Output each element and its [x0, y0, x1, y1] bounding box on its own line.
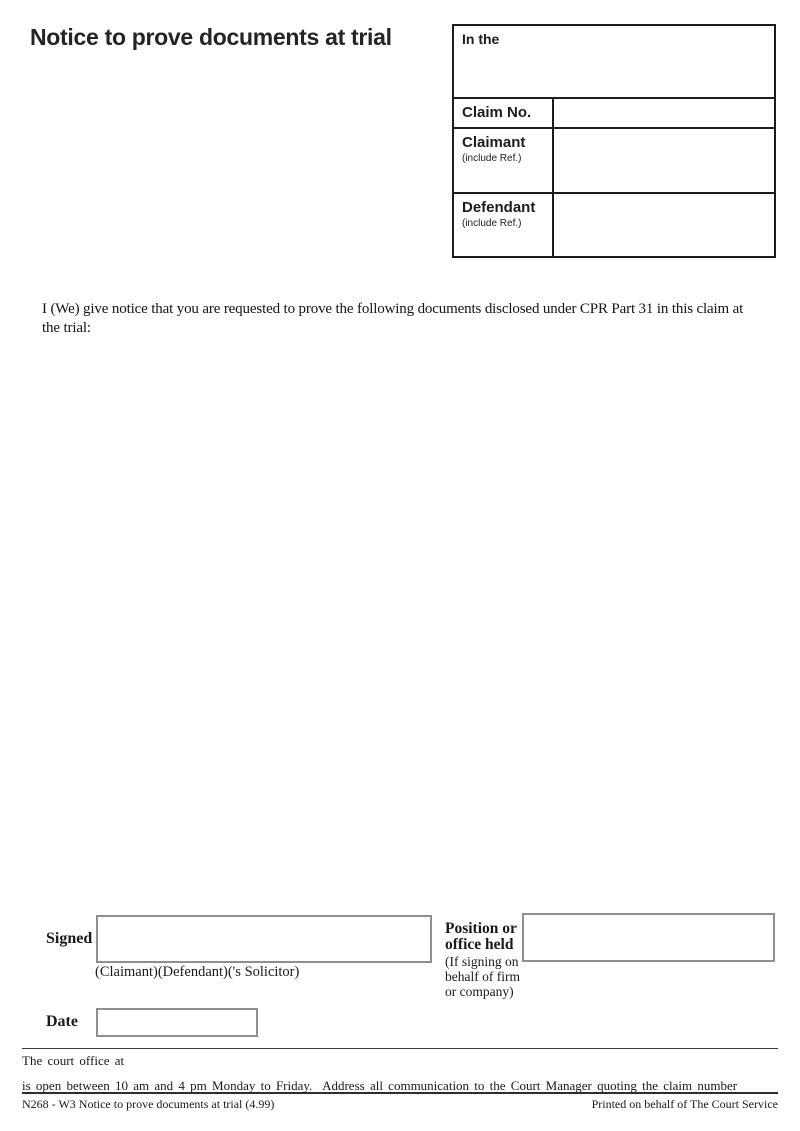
defendant-include-ref-label: (include Ref.)	[462, 217, 522, 229]
claimant-label-cell	[454, 129, 554, 194]
claimant-label: Claimant	[462, 134, 526, 151]
signed-label: Signed	[46, 930, 93, 947]
position-label-line1: Position or	[445, 920, 517, 937]
case-details-table	[452, 24, 776, 258]
court-hours-text: is open between 10 am and 4 pm Monday to Friday. Address all communication to the Court Manager quoting the claim number	[22, 1078, 738, 1093]
footer-divider-top	[22, 1048, 778, 1049]
claim-no-label-cell	[454, 99, 554, 129]
printed-on-behalf-text: Printed on behalf of The Court Service	[591, 1097, 778, 1111]
defendant-label: Defendant	[462, 199, 536, 216]
claimant-include-ref-label: (include Ref.)	[462, 152, 522, 164]
form-reference: N268 - W3 Notice to prove documents at trial (4.99)	[22, 1097, 275, 1111]
position-or-office-held-label	[445, 921, 525, 952]
signed-sublabel: (Claimant)(Defendant)('s Solicitor)	[95, 964, 300, 980]
court-office-address-blank[interactable]	[135, 1052, 775, 1070]
claim-no-value[interactable]	[554, 99, 774, 129]
page-title: Notice to prove documents at trial	[30, 24, 392, 50]
position-sublabel-line2: behalf of firm	[445, 969, 520, 984]
court-office-label: The court office at	[22, 1053, 125, 1068]
notice-text-line1: I (We) give notice that you are requested to prove the following documents disclosed under CPR Part 31 in this claim at	[42, 301, 744, 317]
position-label-line2: office held	[445, 935, 514, 953]
claim-no-label: Claim No.	[462, 104, 532, 121]
defendant-label-cell	[454, 194, 554, 256]
position-sublabel-line1: (If signing on	[445, 954, 519, 969]
date-field[interactable]	[96, 1008, 258, 1037]
signed-field[interactable]	[96, 915, 432, 963]
position-sublabel-line3: or company)	[445, 984, 514, 999]
notice-text-line2: the trial:	[42, 320, 91, 336]
date-label: Date	[46, 1013, 78, 1030]
position-sublabel	[445, 954, 527, 999]
claimant-value[interactable]	[554, 129, 774, 194]
in-the-cell[interactable]	[454, 26, 774, 99]
footer-divider-bottom	[22, 1092, 778, 1094]
defendant-value[interactable]	[554, 194, 774, 256]
documents-list-area[interactable]	[42, 345, 776, 890]
position-field[interactable]	[522, 913, 775, 962]
in-the-value[interactable]	[462, 44, 474, 67]
in-the-label: In the	[462, 31, 500, 47]
